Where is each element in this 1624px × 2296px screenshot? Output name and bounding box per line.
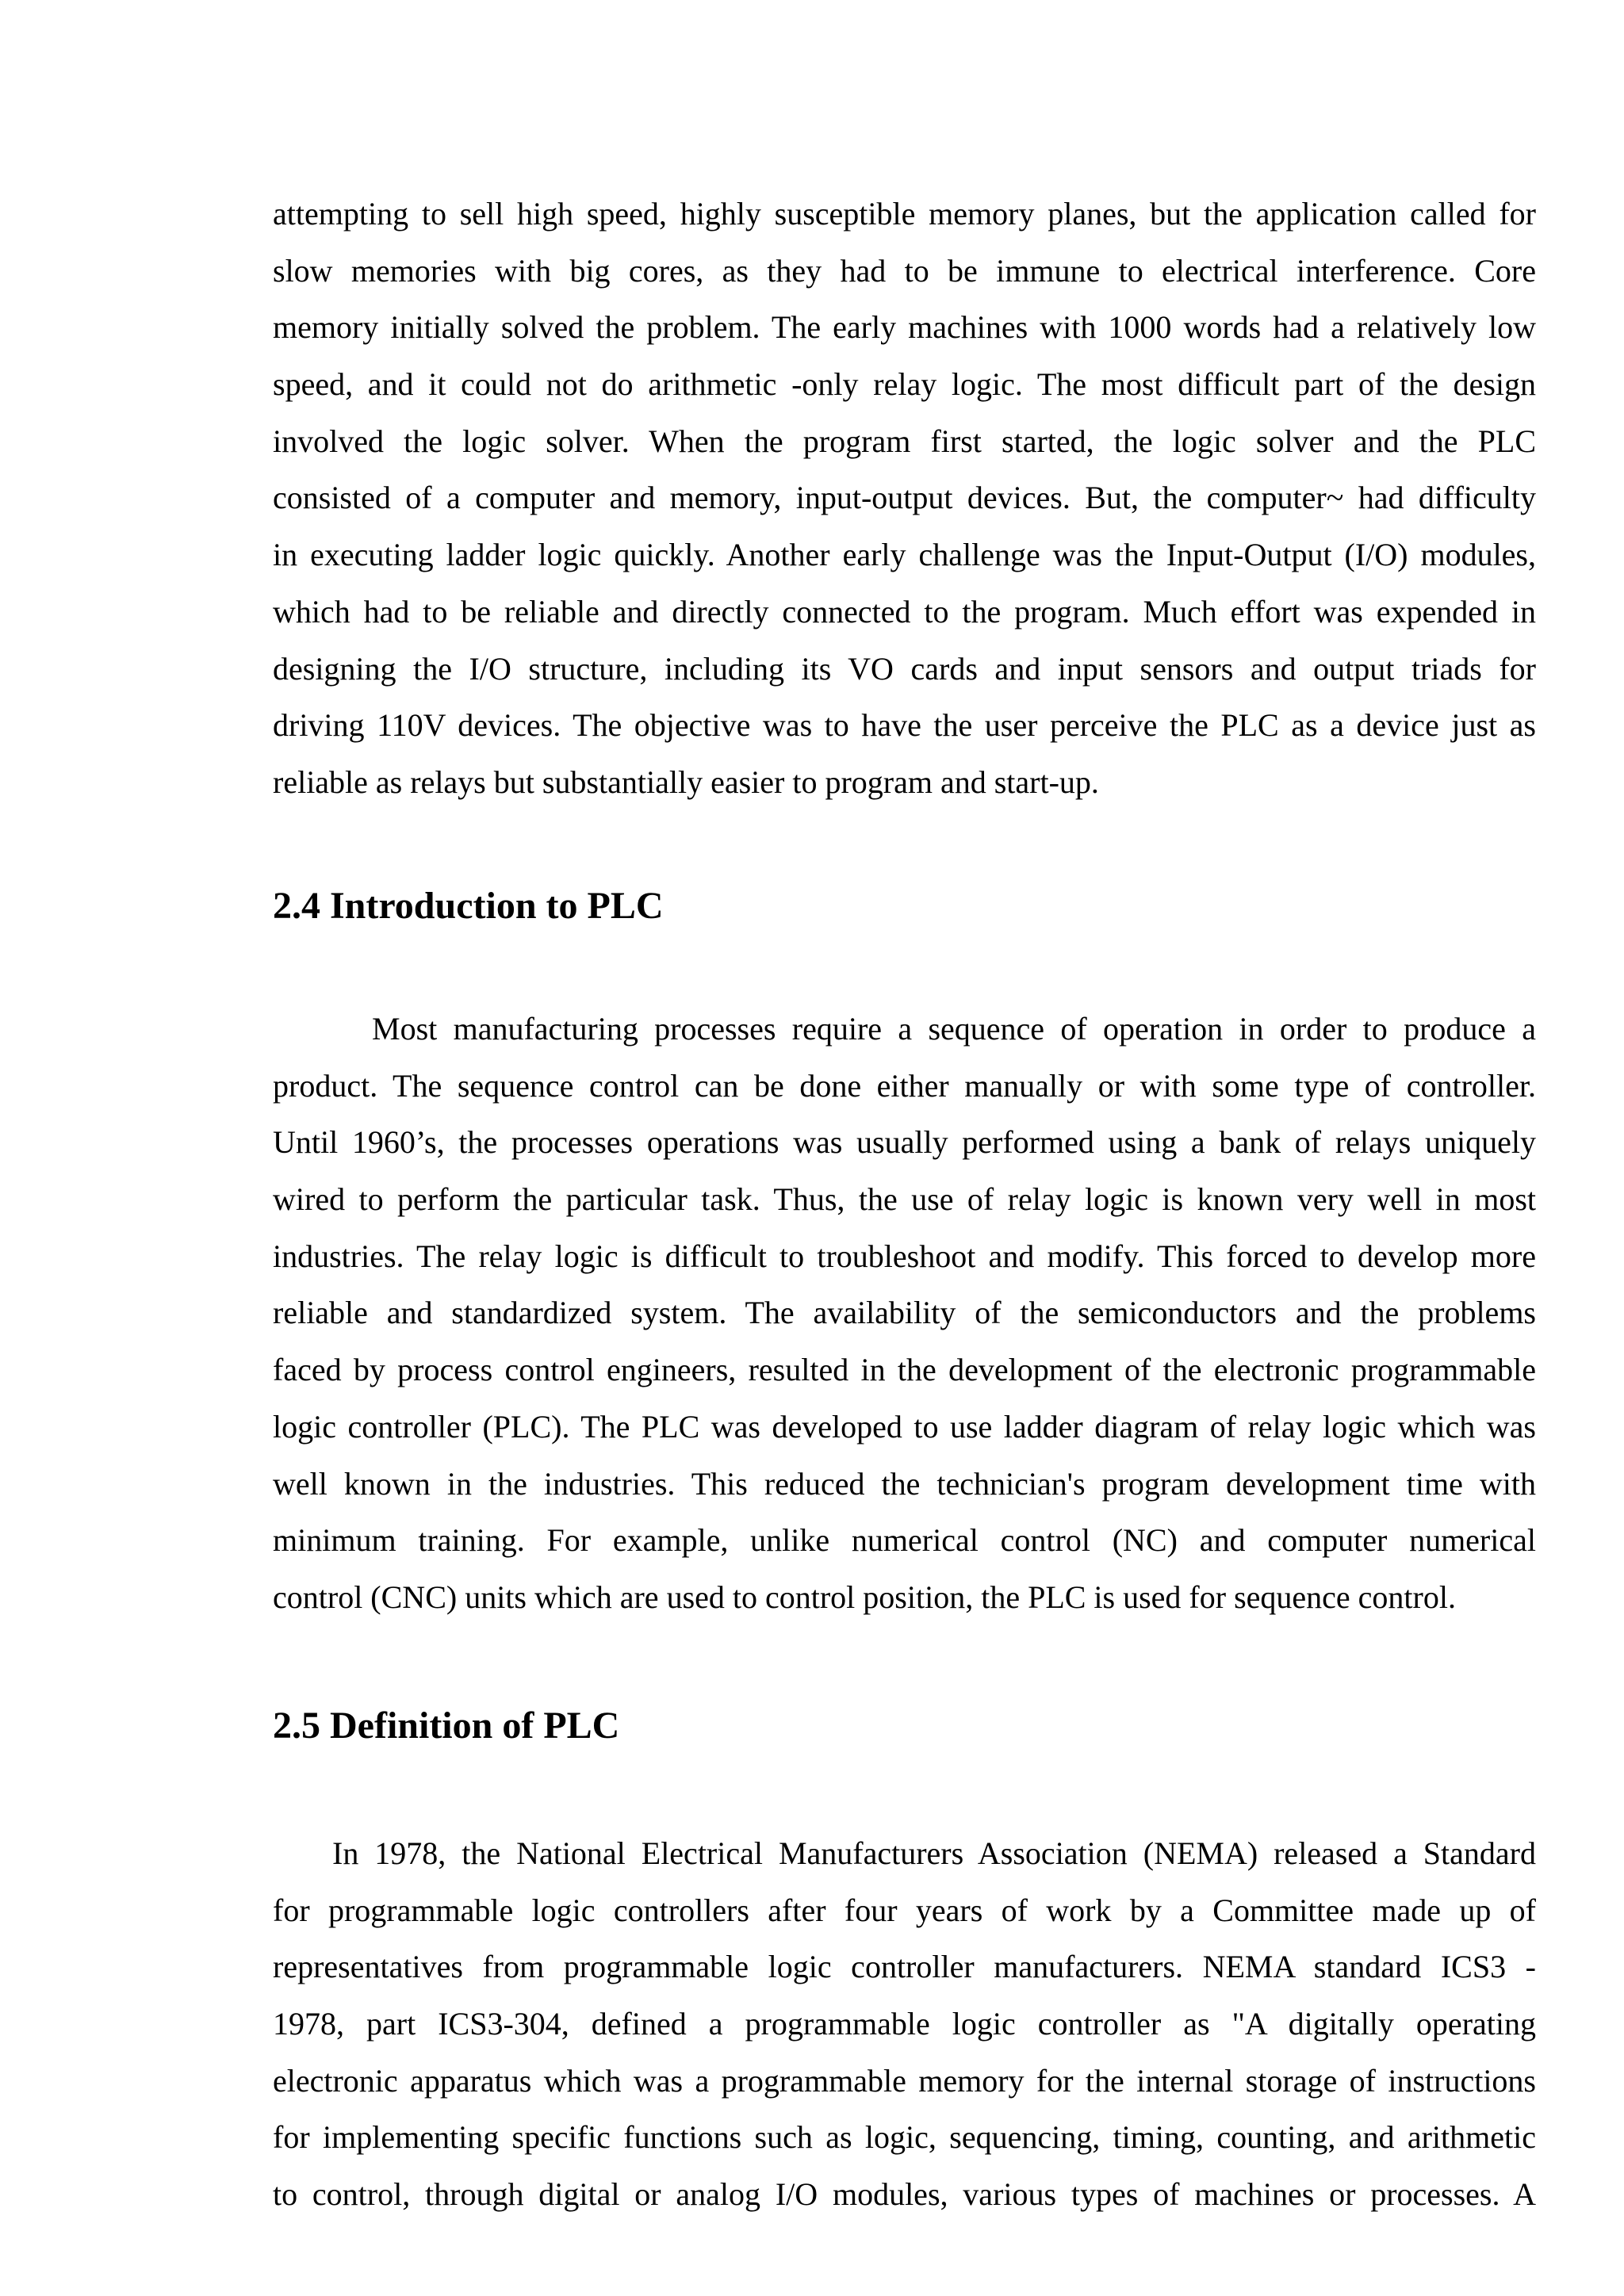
paragraph-line: consisted of a computer and memory, input-output devices. But, the computer~ had difficulty	[273, 480, 1536, 516]
paragraph	[273, 1825, 1536, 2223]
paragraph-line: industries. The relay logic is difficult to troubleshoot and modify. This forced to develop more	[273, 1238, 1536, 1274]
paragraph-line: involved the logic solver. When the program first started, the logic solver and the PLC	[273, 423, 1536, 459]
paragraph-line: driving 110V devices. The objective was to have the user perceive the PLC as a device just as	[273, 707, 1536, 744]
paragraph	[273, 186, 1536, 811]
paragraph-line: Most manufacturing processes require a sequence of operation in order to produce a	[372, 1011, 1536, 1047]
paragraph-line: 1978, part ICS3-304, defined a programmable logic controller as "A digitally operating	[273, 2006, 1536, 2042]
paragraph-line: for programmable logic controllers after four years of work by a Committee made up of	[273, 1892, 1536, 1928]
paragraph-line: memory initially solved the problem. The early machines with 1000 words had a relatively low	[273, 309, 1536, 346]
paragraph-line: to control, through digital or analog I/O modules, various types of machines or processes. A	[273, 2176, 1536, 2213]
paragraph-line: reliable and standardized system. The availability of the semiconductors and the problems	[273, 1295, 1536, 1331]
paragraph-line: electronic apparatus which was a programmable memory for the internal storage of instructions	[273, 2062, 1536, 2099]
paragraph-line: control (CNC) units which are used to control position, the PLC is used for sequence control.	[273, 1578, 1456, 1615]
paragraph-line: designing the I/O structure, including its VO cards and input sensors and output triads for	[273, 650, 1536, 687]
paragraph-line: representatives from programmable logic controller manufacturers. NEMA standard ICS3 -	[273, 1949, 1536, 1985]
paragraph-line: product. The sequence control can be done either manually or with some type of controller.	[273, 1067, 1536, 1104]
paragraph-line: slow memories with big cores, as they had to be immune to electrical interference. Core	[273, 252, 1536, 289]
paragraph-line: In 1978, the National Electrical Manufacturers Association (NEMA) released a Standard	[332, 1835, 1536, 1871]
paragraph-line: well known in the industries. This reduced the technician's program development time with	[273, 1465, 1536, 1502]
paragraph-line: for implementing specific functions such as logic, sequencing, timing, counting, and arithmetic	[273, 2119, 1536, 2156]
paragraph-line: which had to be reliable and directly connected to the program. Much effort was expended in	[273, 593, 1536, 629]
section-heading: 2.4 Introduction to PLC	[273, 885, 664, 927]
paragraph-line: attempting to sell high speed, highly susceptible memory planes, but the application called for	[273, 196, 1536, 232]
paragraph-line: speed, and it could not do arithmetic -only relay logic. The most difficult part of the design	[273, 366, 1536, 403]
paragraph-line: Until 1960’s, the processes operations was usually performed using a bank of relays uniquely	[273, 1124, 1536, 1161]
paragraph-line: wired to perform the particular task. Thus, the use of relay logic is known very well in most	[273, 1181, 1536, 1218]
paragraph-line: minimum training. For example, unlike numerical control (NC) and computer numerical	[273, 1522, 1536, 1559]
paragraph-line: in executing ladder logic quickly. Another early challenge was the Input-Output (I/O) modules,	[273, 537, 1536, 573]
paragraph-line: reliable as relays but substantially easier to program and start-up.	[273, 763, 1099, 800]
paragraph	[273, 1001, 1536, 1626]
paragraph-line: faced by process control engineers, resulted in the development of the electronic programmable	[273, 1352, 1536, 1388]
section-heading: 2.5 Definition of PLC	[273, 1705, 620, 1747]
paragraph-line: logic controller (PLC). The PLC was developed to use ladder diagram of relay logic which was	[273, 1408, 1536, 1445]
